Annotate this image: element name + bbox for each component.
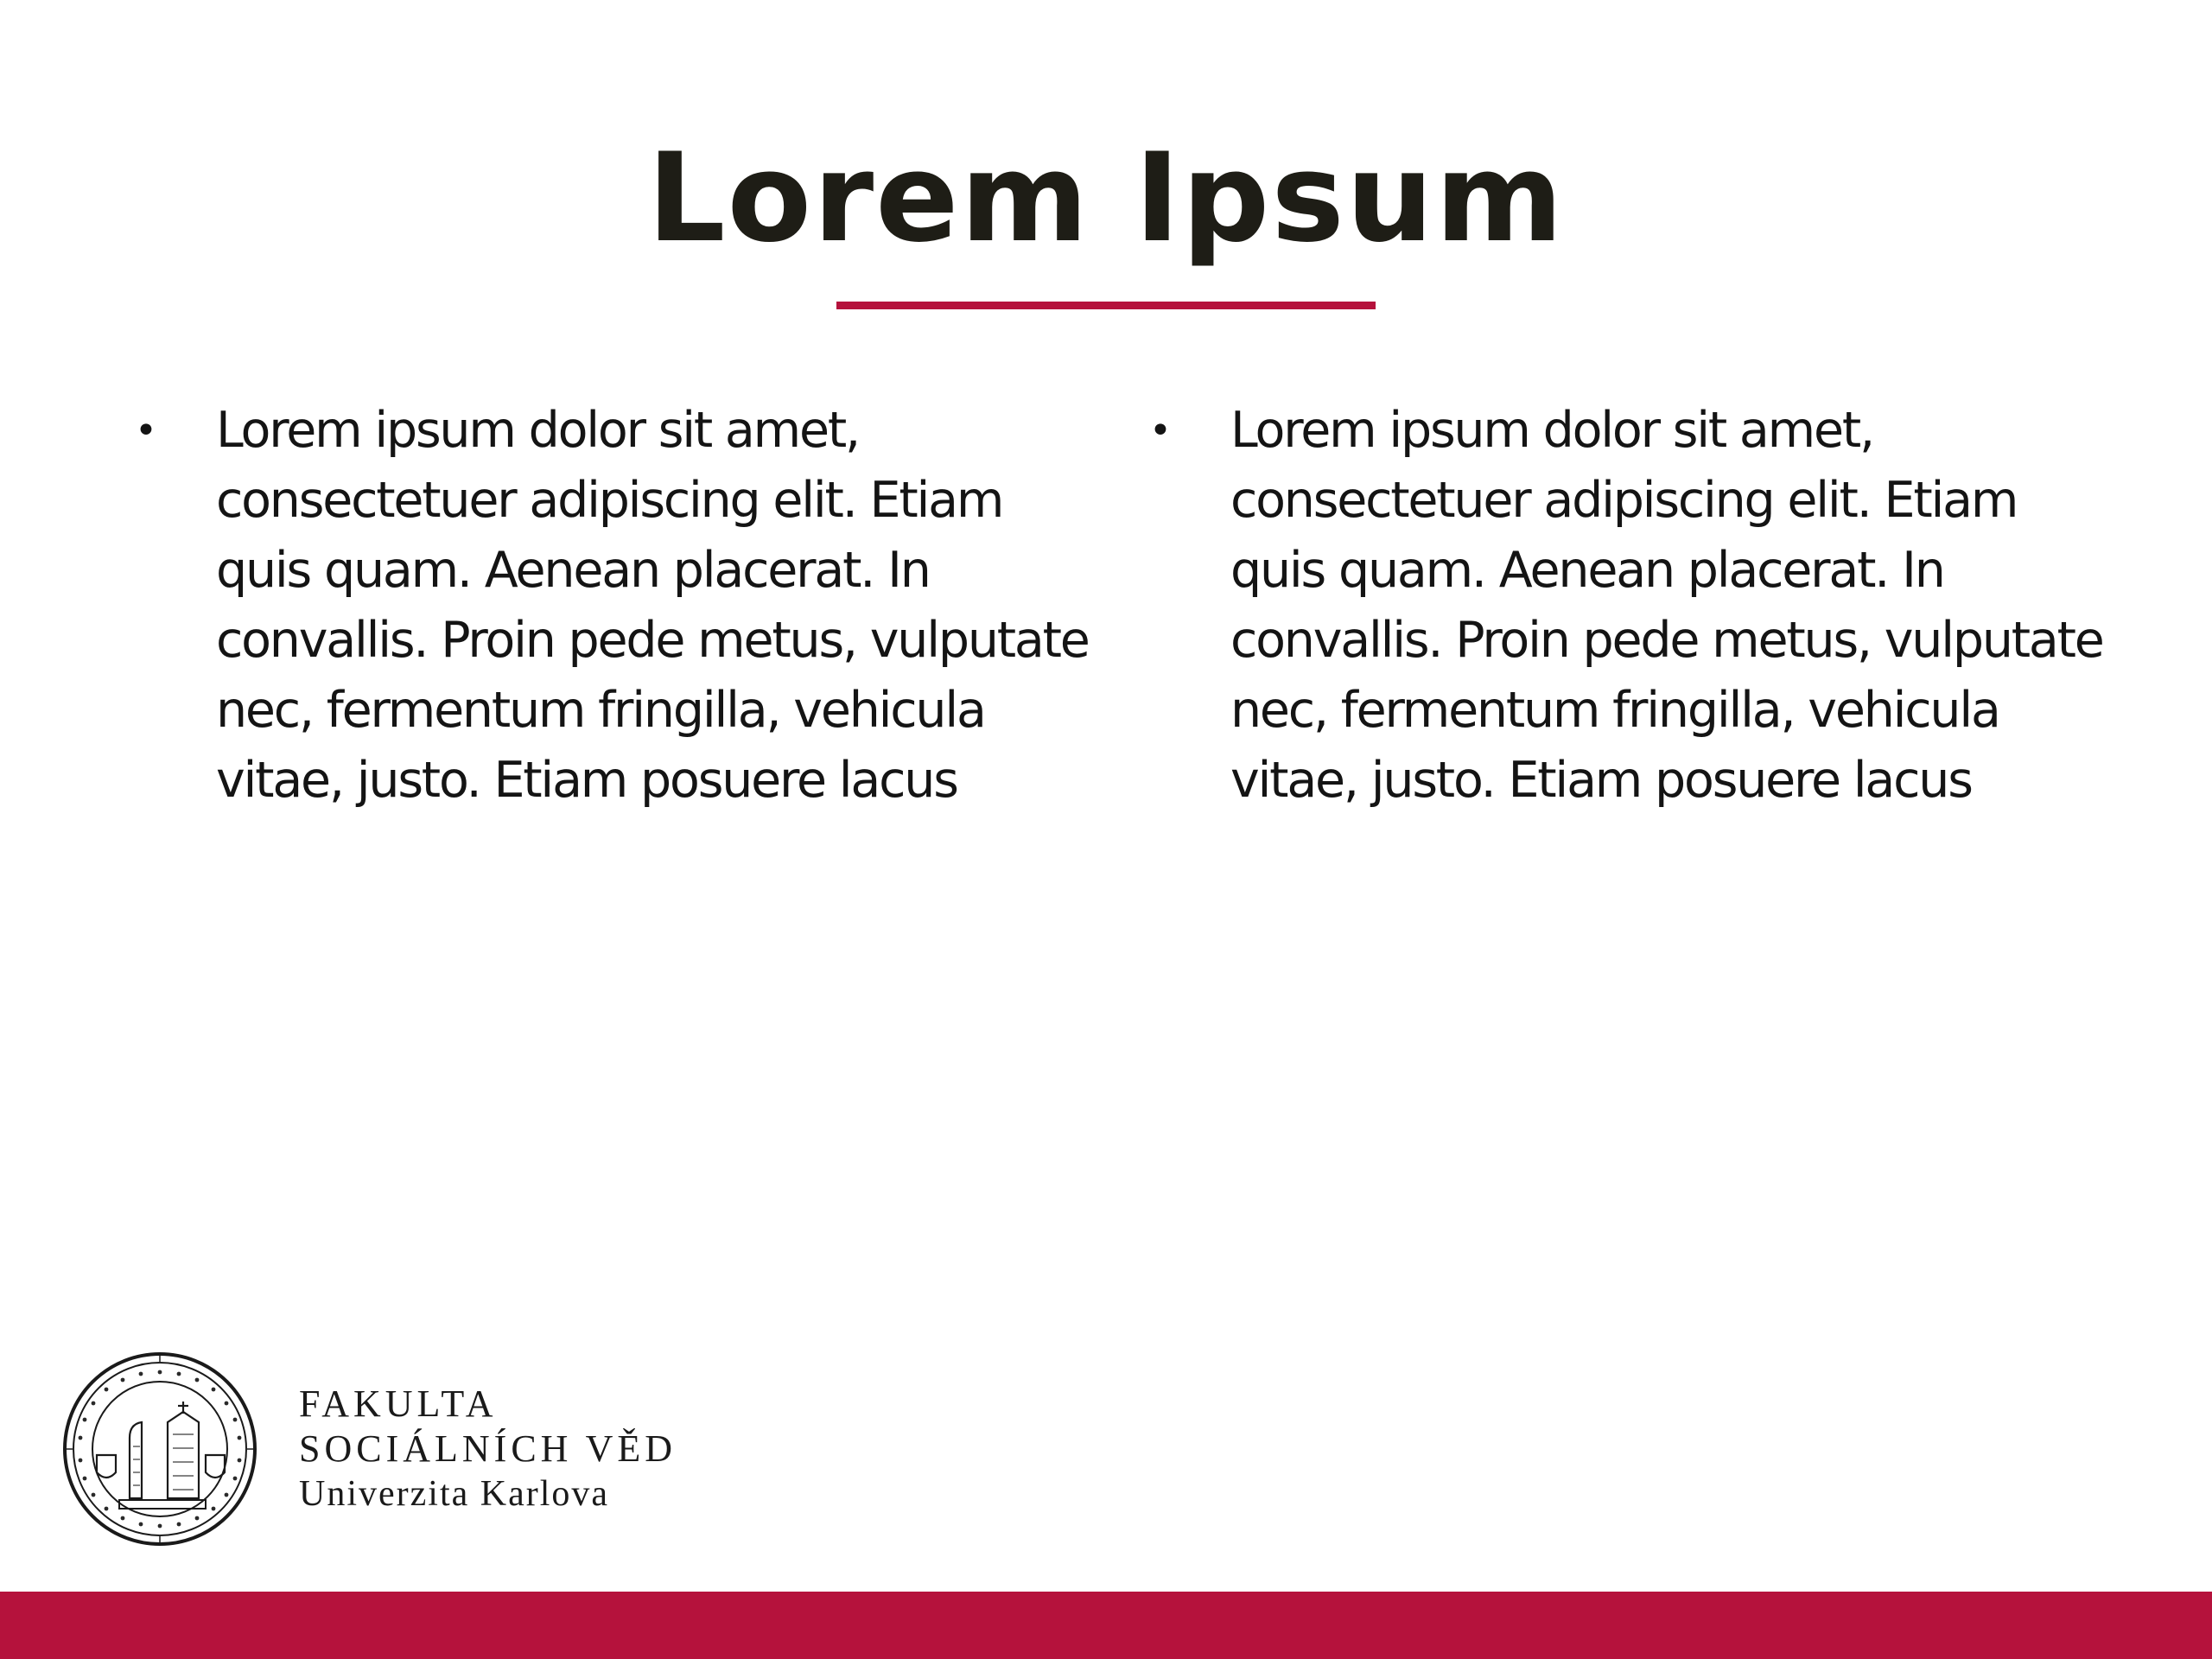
footer-accent-bar xyxy=(0,1592,2212,1659)
bullet-dot-icon: • xyxy=(1149,409,1170,453)
university-name: Univerzita Karlova xyxy=(299,1474,610,1514)
right-column xyxy=(1142,396,2103,816)
bullet-text: Lorem ipsum dolor sit amet, consectetuer adipiscing elit. Etiam quis quam. Aenean placerat. In convallis. Proin pede metus, vulputate nec, fermentum fringilla, vehicula vitae, justo. Etiam posuere lacus xyxy=(216,402,1089,809)
university-seal-icon xyxy=(62,1351,257,1547)
bullet-text: Lorem ipsum dolor sit amet, consectetuer adipiscing elit. Etiam quis quam. Aenean placerat. In convallis. Proin pede metus, vulputate nec, fermentum fringilla, vehicula vitae, justo. Etiam posuere lacus xyxy=(1230,402,2103,809)
faculty-name xyxy=(299,1382,677,1516)
title-underline xyxy=(836,302,1376,309)
slide-title: Lorem Ipsum xyxy=(647,127,1565,270)
left-column xyxy=(128,396,1089,816)
faculty-logo xyxy=(62,1351,677,1547)
faculty-line1: FAKULTA xyxy=(299,1382,498,1425)
faculty-line2: SOCIÁLNÍCH VĚD xyxy=(299,1427,677,1470)
bullet-item xyxy=(1142,396,2103,816)
bullet-dot-icon: • xyxy=(135,409,156,453)
bullet-item xyxy=(128,396,1089,816)
